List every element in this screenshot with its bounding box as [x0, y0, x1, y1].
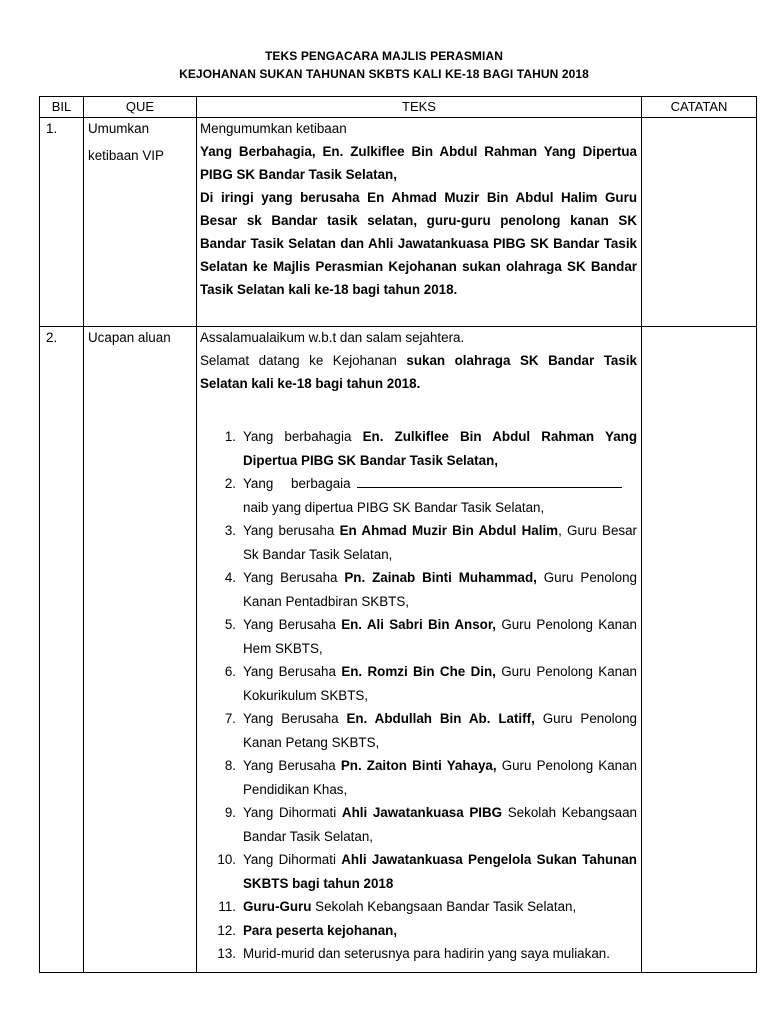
list-item: 10. Yang Dihormati Ahli Jawatankuasa Pengelola Sukan Tahunan SKBTS bagi tahun 2018	[217, 852, 637, 891]
row1-bil: 1.	[40, 118, 84, 327]
script-table	[39, 96, 757, 973]
list-item: 5. Yang Berusaha En. Ali Sabri Bin Ansor, Guru Penolong Kanan Hem SKBTS,	[224, 617, 637, 656]
table-row	[40, 118, 757, 327]
row1-que-line1: Umumkan	[88, 121, 150, 136]
table-row	[40, 327, 757, 973]
list-item: 11. Guru-Guru Sekolah Kebangsaan Bandar Tasik Selatan,	[218, 899, 577, 914]
list-item: 9. Yang Dihormati Ahli Jawatankuasa PIBG Sekolah Kebangsaan Bandar Tasik Selatan,	[224, 805, 637, 844]
column-header-bil: BIL	[40, 97, 84, 118]
document-subtitle: KEJOHANAN SUKAN TAHUNAN SKBTS KALI KE-18 BAGI TAHUN 2018	[179, 67, 589, 81]
list-item: 7. Yang Berusaha En. Abdullah Bin Ab. Latiff, Guru Penolong Kanan Petang SKBTS,	[224, 711, 637, 750]
row1-catatan	[642, 118, 757, 327]
list-item: 8. Yang Berusaha Pn. Zaiton Binti Yahaya, Guru Penolong Kanan Pendidikan Khas,	[224, 758, 638, 797]
column-header-que: QUE	[84, 97, 197, 118]
row1-teks-escort: Di iringi yang berusaha En Ahmad Muzir Bin Abdul Halim Guru Besar sk Bandar tasik selatan, guru-guru penolong kanan SK Bandar Tasik Selatan dan Ahli Jawatankuasa PIBG SK Bandar Tasik Selatan ke Majlis Perasmian Kejohanan sukan olahraga SK Bandar Tasik Selatan kali ke-18 bagi tahun 2018.	[200, 190, 637, 297]
row2-catatan	[642, 327, 757, 973]
table-header-row	[40, 97, 757, 118]
row1-teks	[197, 118, 642, 327]
fill-in-blank	[357, 475, 622, 488]
list-item: 1. Yang berbahagia En. Zulkiflee Bin Abdul Rahman Yang Dipertua PIBG SK Bandar Tasik Selatan,	[224, 429, 638, 468]
document-title: TEKS PENGACARA MAJLIS PERASMIAN	[264, 49, 503, 63]
row2-que	[84, 327, 197, 973]
guest-list	[200, 425, 637, 966]
row1-que-line2: ketibaan VIP	[88, 148, 164, 163]
row1-teks-vip: Yang Berbahagia, En. Zulkiflee Bin Abdul Rahman Yang Dipertua PIBG SK Bandar Tasik Selatan,	[200, 144, 637, 182]
row2-welcome-plain: Selamat datang ke Kejohanan	[200, 353, 407, 368]
row2-welcome-bold: sukan olahraga SK Bandar Tasik Selatan kali ke-18 bagi tahun 2018.	[200, 353, 637, 391]
column-header-teks: TEKS	[197, 97, 642, 118]
row1-teks-intro: Mengumumkan ketibaan	[200, 121, 347, 136]
row1-que	[84, 118, 197, 327]
list-item: 6. Yang Berusaha En. Romzi Bin Che Din, Guru Penolong Kanan Kokurikulum SKBTS,	[224, 664, 638, 703]
row2-que-text: Ucapan aluan	[88, 330, 171, 345]
row2-teks-welcome	[200, 349, 637, 395]
column-header-catatan: CATATAN	[642, 97, 757, 118]
list-item: 3. Yang berusaha En Ahmad Muzir Bin Abdul Halim, Guru Besar Sk Bandar Tasik Selatan,	[224, 523, 638, 562]
row2-teks-greeting: Assalamualaikum w.b.t dan salam sejahtera.	[200, 330, 465, 345]
list-item: 13. Murid-murid dan seterusnya para hadirin yang saya muliakan.	[217, 946, 610, 961]
row2-bil: 2.	[40, 327, 84, 973]
row2-teks	[197, 327, 642, 973]
list-item: 2. Yang berbagaia naib yang dipertua PIBG SK Bandar Tasik Selatan,	[200, 472, 637, 519]
list-item: 12. Para peserta kejohanan,	[217, 922, 398, 938]
list-item: 4. Yang Berusaha Pn. Zainab Binti Muhammad, Guru Penolong Kanan Pentadbiran SKBTS,	[224, 570, 637, 609]
